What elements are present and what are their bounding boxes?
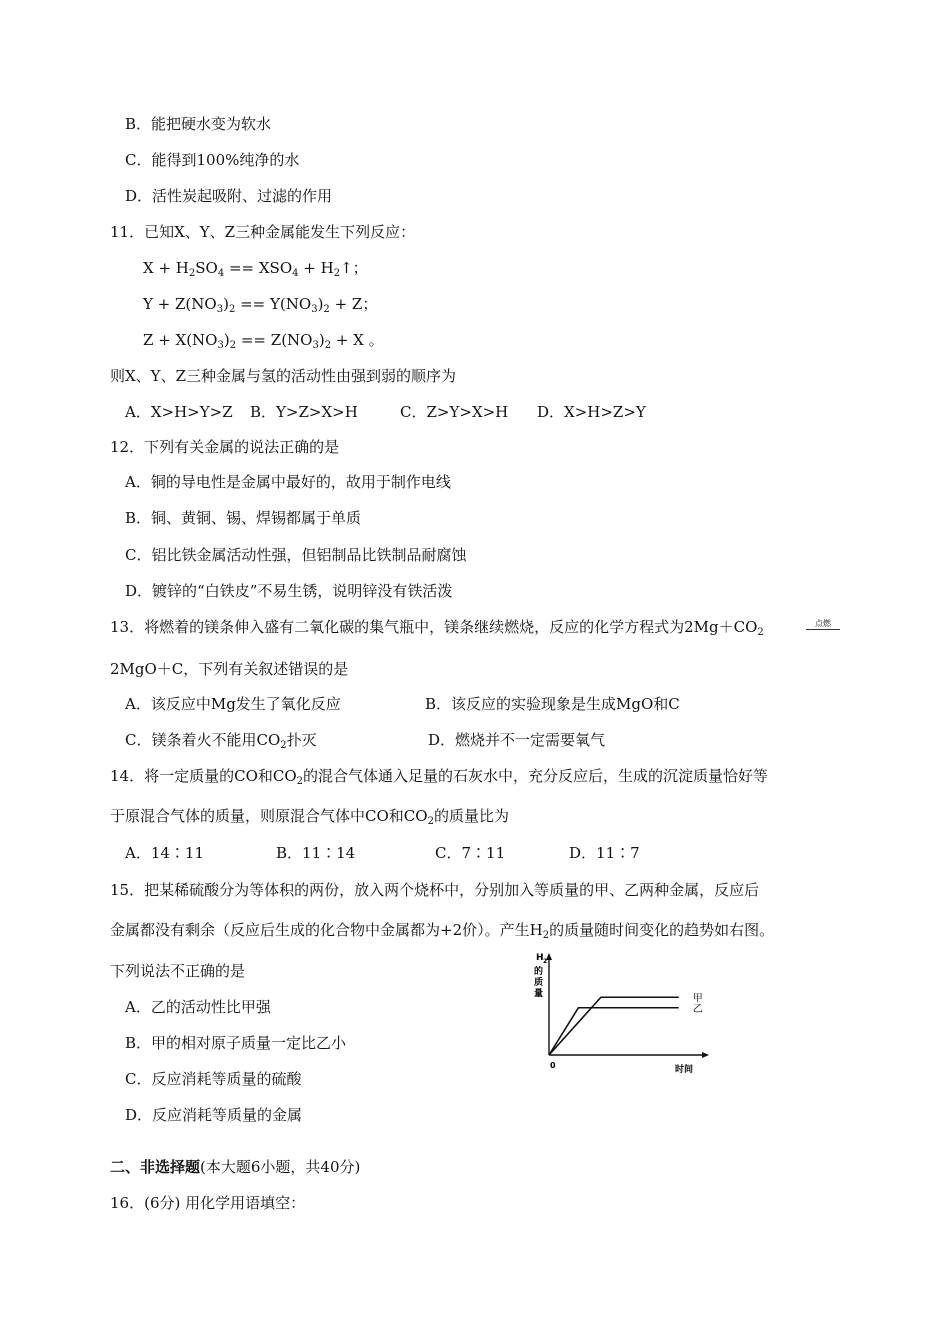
- q11-option-b: B．Y>Z>X>H: [250, 403, 358, 421]
- q15-option-d: D．反应消耗等质量的金属: [125, 1106, 303, 1124]
- q14-option-c: C．7∶11: [435, 844, 506, 862]
- y-axis-label-sub: 2: [543, 958, 548, 965]
- y-axis-label-char: 的: [534, 967, 544, 977]
- x-axis-label: 时间: [675, 1065, 694, 1075]
- series-line-1: [549, 997, 679, 1055]
- x-axis-arrow: [702, 1052, 709, 1058]
- q11-equation-2: $Y + Z(NO_3)_2 == Y(NO_3)_2 + Z$；: [143, 295, 378, 315]
- q11-question: 则X、Y、Z三种金属与氢的活动性由强到弱的顺序为: [110, 367, 457, 385]
- q10-option-d: D．活性炭起吸附、过滤的作用: [125, 187, 333, 205]
- q11-option-a: A．X>H>Y>Z: [125, 403, 233, 421]
- q12-option-a: A．铜的导电性是金属中最好的，故用于制作电线: [125, 473, 451, 491]
- q12-option-c: C．铝比铁金属活动性强，但铝制品比铁制品耐腐蚀: [125, 546, 467, 564]
- q10-option-c: C．能得到100%纯净的水: [125, 151, 300, 169]
- q12-option-b: B．铜、黄铜、锡、焊锡都属于单质: [125, 509, 362, 527]
- q15-stem-line-1: 15．把某稀硫酸分为等体积的两份，放入两个烧杯中，分别加入等质量的甲、乙两种金属，反应后: [110, 881, 760, 899]
- q15-option-b: B．甲的相对原子质量一定比乙小: [125, 1034, 347, 1052]
- q15-option-a: A．乙的活动性比甲强: [125, 998, 271, 1016]
- q13-stem-line-2: 2MgO＋C，下列有关叙述错误的是: [110, 660, 349, 678]
- y-axis-label-char: 量: [534, 989, 544, 999]
- q11-stem: 11．已知X、Y、Z三种金属能发生下列反应：: [110, 223, 416, 241]
- q14-stem-line-2: 于原混合气体的质量，则原混合气体中CO和$CO_2$的质量比为: [110, 807, 509, 827]
- q14-stem-line-1: 14．将一定质量的CO和$CO_2$的混合气体通入足量的石灰水中，充分反应后，生成的沉淀质量恰好等: [110, 767, 769, 787]
- q13-reaction-arrow: [806, 629, 840, 630]
- origin-label: 0: [550, 1061, 556, 1070]
- series-label-1: 甲: [692, 993, 703, 1005]
- q11-option-d: D．X>H>Z>Y: [537, 403, 646, 421]
- q12-stem: 12．下列有关金属的说法正确的是: [110, 438, 340, 456]
- q13-reaction-condition: 点燃: [815, 619, 831, 628]
- q13-option-a: A．该反应中Mg发生了氧化反应: [125, 695, 341, 713]
- q13-stem-line-1: 13．将燃着的镁条伸入盛有二氧化碳的集气瓶中，镁条继续燃烧，反应的化学方程式为$2Mg+CO_2$: [110, 618, 764, 638]
- q15-stem-line-3: 下列说法不正确的是: [110, 962, 246, 980]
- q13-option-c: C．镁条着火不能用$CO_2$扑灭: [125, 731, 317, 751]
- section-2-heading: [110, 1157, 360, 1177]
- q12-option-d: D．镀锌的“白铁皮”不易生锈，说明锌没有铁活泼: [125, 582, 453, 600]
- q15-option-c: C．反应消耗等质量的硫酸: [125, 1070, 302, 1088]
- q16-stem: 16．(6分) 用化学用语填空：: [110, 1194, 306, 1212]
- q14-option-d: D．11∶7: [569, 844, 640, 862]
- q11-equation-3: $Z + X(NO_3)_2 == Z(NO_3)_2 + X$ 。: [143, 331, 384, 351]
- q13-option-d: D．燃烧并不一定需要氧气: [428, 731, 606, 749]
- section-2-note: (本大题6小题，共40分): [200, 1158, 361, 1176]
- q10-option-b: B．能把硬水变为软水: [125, 115, 272, 133]
- section-2-title: 二、非选择题: [110, 1158, 201, 1176]
- series-label-2: 乙: [692, 1003, 703, 1015]
- q15-stem-line-2: 金属都没有剩余（反应后生成的化合物中金属都为+2价）。产生$H_2$的质量随时间变化的趋势如右图。: [110, 921, 775, 941]
- q15-h2-mass-chart: [530, 950, 720, 1075]
- y-axis-label-h: H: [536, 953, 544, 963]
- y-axis-label-char: 质: [534, 978, 544, 988]
- series-line-2: [549, 1008, 679, 1055]
- q11-equation-1: $X + H_2SO_4 == XSO_4$ + $H_2↑$；: [143, 259, 368, 279]
- q14-option-b: B．11∶14: [276, 844, 356, 862]
- q13-option-b: B．该反应的实验现象是生成MgO和C: [425, 695, 680, 713]
- q14-option-a: A．14∶11: [125, 844, 205, 862]
- q11-option-c: C．Z>Y>X>H: [400, 403, 509, 421]
